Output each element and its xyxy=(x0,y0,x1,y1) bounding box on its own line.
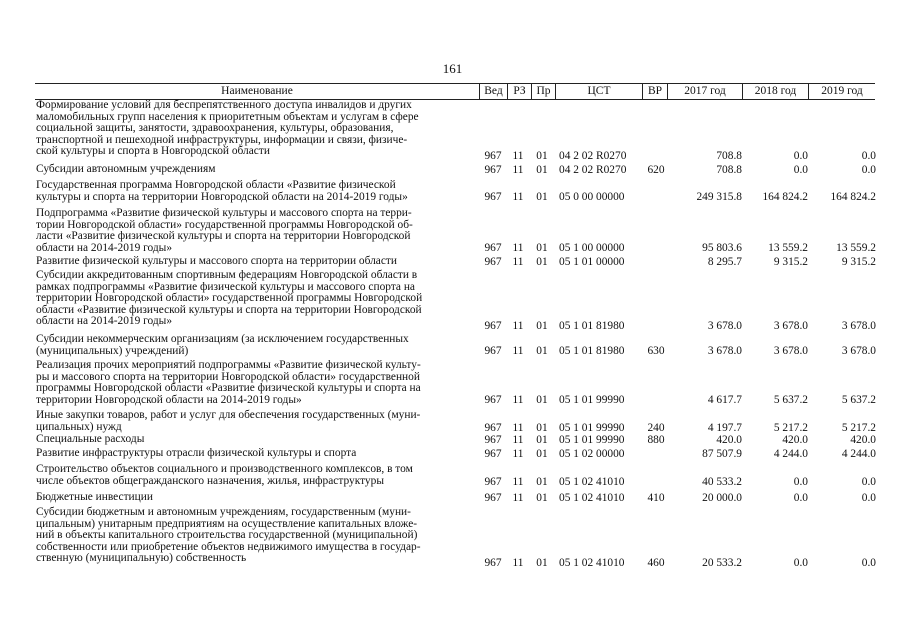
row-pr: 01 xyxy=(536,476,548,488)
row-pr: 01 xyxy=(536,557,548,569)
row-2019: 0.0 xyxy=(861,476,876,488)
row-2019: 0.0 xyxy=(861,164,876,176)
row-2019: 3 678.0 xyxy=(841,320,876,332)
row-ved: 967 xyxy=(484,256,502,268)
row-2018: 0.0 xyxy=(793,150,808,162)
header-rz: РЗ xyxy=(513,85,526,97)
row-ved: 967 xyxy=(484,434,502,446)
row-2017: 8 295.7 xyxy=(707,256,742,268)
table-header xyxy=(35,83,875,100)
row-2019: 0.0 xyxy=(861,150,876,162)
row-ved: 967 xyxy=(484,394,502,406)
row-2019: 0.0 xyxy=(861,557,876,569)
header-vr: ВР xyxy=(647,85,663,97)
row-name: Бюджетные инвестиции xyxy=(36,491,153,503)
header-cst: ЦСТ xyxy=(587,85,611,97)
row-2017: 20 000.0 xyxy=(702,492,742,504)
row-2018: 0.0 xyxy=(793,492,808,504)
row-ved: 967 xyxy=(484,345,502,357)
row-pr: 01 xyxy=(536,448,548,460)
row-ved: 967 xyxy=(484,557,502,569)
row-name: Развитие физической культуры и массового спорта на территории области xyxy=(36,255,397,267)
row-rz: 11 xyxy=(512,434,524,446)
row-2017: 20 533.2 xyxy=(702,557,742,569)
row-cst: 05 1 01 81980 xyxy=(559,320,625,332)
row-cst: 05 1 02 41010 xyxy=(559,476,625,488)
row-2018: 0.0 xyxy=(793,557,808,569)
row-pr: 01 xyxy=(536,345,548,357)
row-name: Реализация прочих мероприятий подпрограммы «Развитие физической культу- ры и массового спорта на территории Новгородской области» государственной программы Новгородской области «Развитие физической культуры и спорта на территории Новгородской области на 2014-2019 годы» xyxy=(36,359,421,406)
page-number: 161 xyxy=(442,61,463,76)
row-cst: 05 0 00 00000 xyxy=(559,191,625,203)
row-vr: 880 xyxy=(647,434,665,446)
row-pr: 01 xyxy=(536,422,548,434)
row-pr: 01 xyxy=(536,394,548,406)
row-cst: 05 1 01 99990 xyxy=(559,394,625,406)
row-2018: 420.0 xyxy=(782,434,808,446)
row-name: Формирование условий для беспрепятственного доступа инвалидов и других маломобильных групп населения к приоритетным объектам и услугам в сфере социальной защиты, занятости, здравоохранения, культуры, образования, транспортной и пешеходной инфраструктуры, информации и связи, физиче- ской культуры и спорта в Новгородской области xyxy=(36,99,419,158)
row-2019: 164 824.2 xyxy=(830,191,876,203)
row-vr: 630 xyxy=(647,345,665,357)
row-name: Субсидии аккредитованным спортивным федерациям Новгородской области в рамках подпрограммы «Развитие физической культуры и массового спорта на территории Новгородской области» государственной программы Новгородской области «Развитие физической культуры и спорта на территории Новгородской области на 2014-2019 годы» xyxy=(36,269,423,328)
row-2017: 40 533.2 xyxy=(702,476,742,488)
row-2017: 420.0 xyxy=(716,434,742,446)
row-rz: 11 xyxy=(512,422,524,434)
row-cst: 05 1 01 99990 xyxy=(559,434,625,446)
row-2017: 4 617.7 xyxy=(707,394,742,406)
row-ved: 967 xyxy=(484,476,502,488)
row-2019: 4 244.0 xyxy=(841,448,876,460)
row-rz: 11 xyxy=(512,191,524,203)
row-2017: 95 803.6 xyxy=(702,242,742,254)
row-pr: 01 xyxy=(536,191,548,203)
row-2018: 9 315.2 xyxy=(773,256,808,268)
row-pr: 01 xyxy=(536,150,548,162)
row-2018: 5 637.2 xyxy=(773,394,808,406)
row-2018: 13 559.2 xyxy=(768,242,808,254)
row-cst: 05 1 02 00000 xyxy=(559,448,625,460)
row-2017: 708.8 xyxy=(716,164,742,176)
row-pr: 01 xyxy=(536,164,548,176)
row-cst: 05 1 02 41010 xyxy=(559,557,625,569)
row-name: Подпрограмма «Развитие физической культуры и массового спорта на терри- тории Новгородской области» государственной программы Новгородской об- ласти «Развитие физической культуры и спорта на территории Новгородской области на 2014-2019 годы» xyxy=(36,207,413,254)
row-2019: 420.0 xyxy=(850,434,876,446)
row-pr: 01 xyxy=(536,434,548,446)
row-ved: 967 xyxy=(484,242,502,254)
row-rz: 11 xyxy=(512,150,524,162)
row-rz: 11 xyxy=(512,164,524,176)
row-name: Строительство объектов социального и производственного комплексов, в том числе объектов общегражданского назначения, жилья, инфраструктуры xyxy=(36,463,413,487)
header-pr: Пр xyxy=(536,85,551,97)
row-2018: 4 244.0 xyxy=(773,448,808,460)
header-2019: 2019 год xyxy=(821,85,863,97)
row-ved: 967 xyxy=(484,320,502,332)
row-ved: 967 xyxy=(484,448,502,460)
row-cst: 05 1 00 00000 xyxy=(559,242,625,254)
row-pr: 01 xyxy=(536,492,548,504)
row-name: Иные закупки товаров, работ и услуг для обеспечения государственных (муни- ципальных) нужд xyxy=(36,409,421,433)
row-name: Специальные расходы xyxy=(36,433,145,445)
row-cst: 05 1 01 81980 xyxy=(559,345,625,357)
row-vr: 410 xyxy=(647,492,665,504)
row-rz: 11 xyxy=(512,394,524,406)
row-rz: 11 xyxy=(512,557,524,569)
row-rz: 11 xyxy=(512,256,524,268)
row-name: Субсидии автономным учреждениям xyxy=(36,163,216,175)
row-rz: 11 xyxy=(512,320,524,332)
row-rz: 11 xyxy=(512,345,524,357)
row-2017: 3 678.0 xyxy=(707,345,742,357)
row-name: Государственная программа Новгородской области «Развитие физической культуры и спорта на территории Новгородской области на 2014-2019 годы» xyxy=(36,179,408,203)
row-2018: 3 678.0 xyxy=(773,345,808,357)
row-2017: 87 507.9 xyxy=(702,448,742,460)
row-2018: 0.0 xyxy=(793,164,808,176)
row-cst: 04 2 02 R0270 xyxy=(559,150,627,162)
row-2019: 3 678.0 xyxy=(841,345,876,357)
row-pr: 01 xyxy=(536,242,548,254)
row-ved: 967 xyxy=(484,492,502,504)
row-rz: 11 xyxy=(512,448,524,460)
header-ved: Вед xyxy=(484,85,503,97)
row-ved: 967 xyxy=(484,164,502,176)
row-ved: 967 xyxy=(484,191,502,203)
row-cst: 05 1 01 00000 xyxy=(559,256,625,268)
row-2018: 3 678.0 xyxy=(773,320,808,332)
row-2019: 5 637.2 xyxy=(841,394,876,406)
row-vr: 240 xyxy=(647,422,665,434)
row-2017: 3 678.0 xyxy=(707,320,742,332)
row-2017: 249 315.8 xyxy=(696,191,742,203)
row-2017: 4 197.7 xyxy=(707,422,742,434)
row-2019: 0.0 xyxy=(861,492,876,504)
row-pr: 01 xyxy=(536,320,548,332)
row-rz: 11 xyxy=(512,242,524,254)
row-2019: 13 559.2 xyxy=(836,242,876,254)
header-2018: 2018 год xyxy=(754,85,797,97)
row-cst: 05 1 01 99990 xyxy=(559,422,625,434)
row-2017: 708.8 xyxy=(716,150,742,162)
row-vr: 620 xyxy=(647,164,665,176)
row-2019: 5 217.2 xyxy=(841,422,876,434)
row-2018: 5 217.2 xyxy=(773,422,808,434)
row-rz: 11 xyxy=(512,492,524,504)
row-cst: 04 2 02 R0270 xyxy=(559,164,627,176)
row-rz: 11 xyxy=(512,476,524,488)
row-name: Субсидии некоммерческим организациям (за исключением государственных (муниципальных) учреждений) xyxy=(36,333,409,357)
header-name: Наименование xyxy=(221,85,293,97)
row-ved: 967 xyxy=(484,422,502,434)
row-name: Субсидии бюджетным и автономным учреждениям, государственным (муни- ципальным) унитарным предприятиям на осуществление капитальных вложе- ний в объекты капитального строительства государственной (муниципальной) собственности или приобретение объектов недвижимого имущества в государ- ственную (муниципальную) собственность xyxy=(36,506,421,565)
header-2017: 2017 год xyxy=(684,85,726,97)
row-vr: 460 xyxy=(647,557,665,569)
row-2018: 164 824.2 xyxy=(762,191,808,203)
row-name: Развитие инфраструктуры отрасли физической культуры и спорта xyxy=(36,447,357,459)
row-2018: 0.0 xyxy=(793,476,808,488)
row-pr: 01 xyxy=(536,256,548,268)
row-ved: 967 xyxy=(484,150,502,162)
row-2019: 9 315.2 xyxy=(841,256,876,268)
row-cst: 05 1 02 41010 xyxy=(559,492,625,504)
